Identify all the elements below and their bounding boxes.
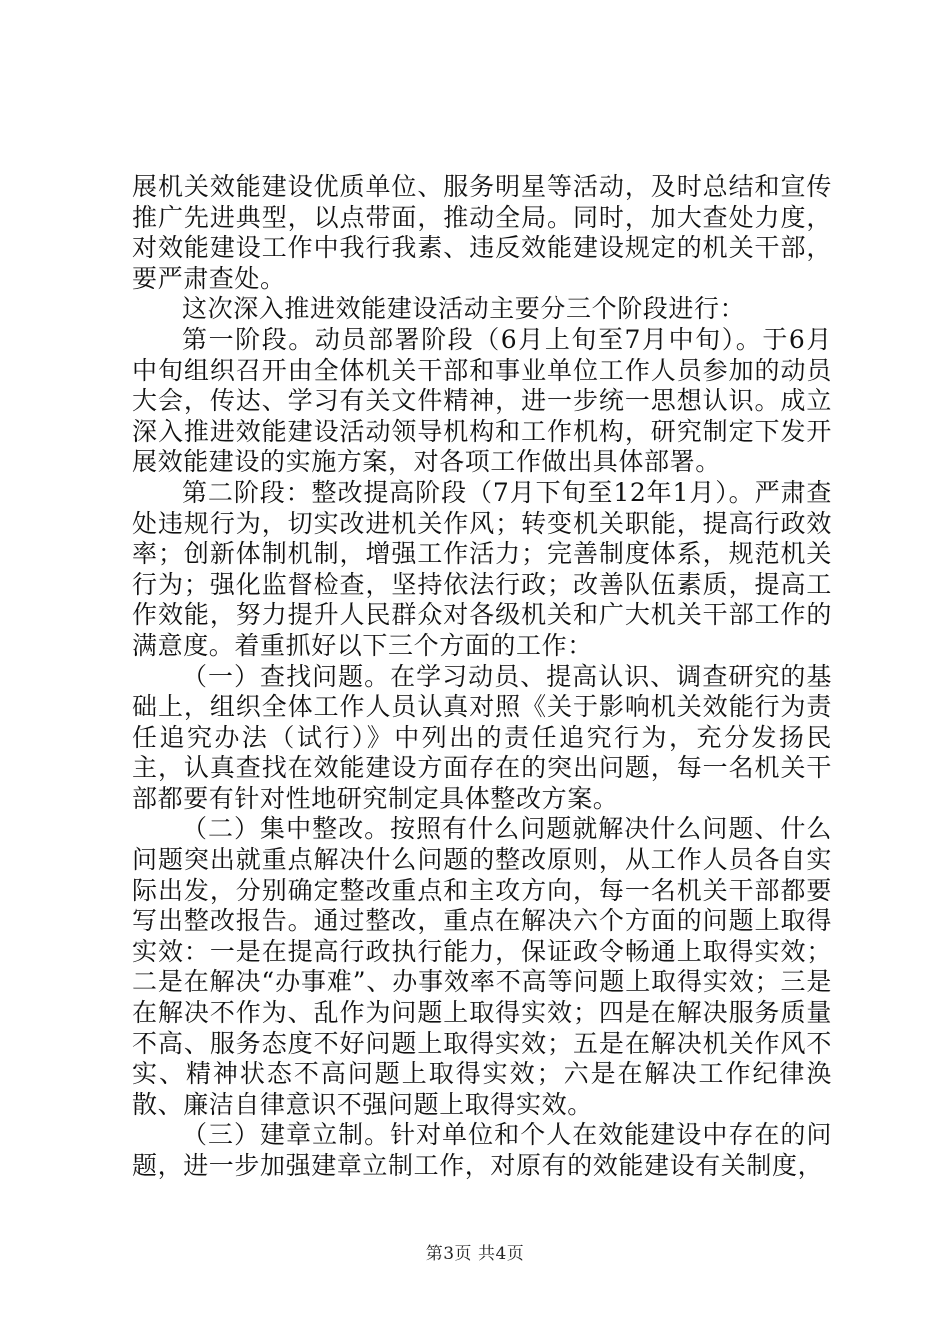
paragraph-6: （二）集中整改。按照有什么问题就解决什么问题、什么问题突出就重点解决什么问题的整改原则，从工作人员各自实际出发，分别确定整改重点和主攻方向，每一名机关干部都要写出整改报告。通过整改，重点在解决六个方面的问题上取得实效：一是在提高行政执行能力，保证政令畅通上取得实效；二是在解决“办事难”、办事效率不高等问题上取得实效；三是在解决不作为、乱作为问题上取得实效；四是在解决服务质量不高、服务态度不好问题上取得实效；五是在解决机关作风不实、精神状态不高问题上取得实效；六是在解决工作纪律涣散、廉洁自律意识不强问题上取得实效。 (132, 814, 832, 1119)
paragraph-7: （三）建章立制。针对单位和个人在效能建设中存在的问题，进一步加强建章立制工作，对原有的效能建设有关制度， (132, 1120, 832, 1180)
page-footer (0, 1244, 950, 1264)
document-body (132, 172, 832, 1182)
paragraph-3: 第一阶段。动员部署阶段（6月上旬至7月中旬）。于6月中旬组织召开由全体机关干部和事业单位工作人员参加的动员大会，传达、学习有关文件精神，进一步统一思想认识。成立深入推进效能建设活动领导机构和工作机构，研究制定下发开展效能建设的实施方案，对各项工作做出具体部署。 (132, 324, 832, 477)
page-number: 第3页 共4页 (425, 1244, 525, 1264)
paragraph-4: 第二阶段：整改提高阶段（7月下旬至12年1月）。严肃查处违规行为，切实改进机关作风；转变机关职能，提高行政效率；创新体制机制，增强工作活力；完善制度体系，规范机关行为；强化监督检查，坚持依法行政；改善队伍素质，提高工作效能，努力提升人民群众对各级机关和广大机关干部工作的满意度。着重抓好以下三个方面的工作： (132, 477, 832, 660)
paragraph-5: （一）查找问题。在学习动员、提高认识、调查研究的基础上，组织全体工作人员认真对照《关于影响机关效能行为责任追究办法（试行）》中列出的责任追究行为，充分发扬民主，认真查找在效能建设方面存在的突出问题，每一名机关干部都要有针对性地研究制定具体整改方案。 (132, 661, 832, 813)
paragraph-1: 展机关效能建设优质单位、服务明星等活动，及时总结和宣传推广先进典型，以点带面，推动全局。同时，加大查处力度，对效能建设工作中我行我素、违反效能建设规定的机关干部，要严肃查处。 (132, 172, 832, 293)
paragraph-2: 这次深入推进效能建设活动主要分三个阶段进行： (182, 294, 746, 324)
